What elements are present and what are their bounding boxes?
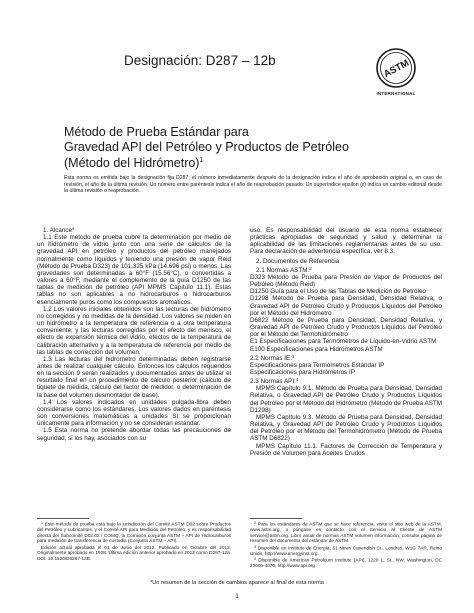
footnote-4: $^4$ Disponible de American Petroleum Institute (API), 1220 L. St., NW, Washington, DC 20005-4070, http://www.api.org.: [250, 557, 442, 569]
ref-d1298: D1298 Método de Prueba para Densidad, Densidad Relativa, o Gravedad API de Petróleo Crudo y Productos Líquidos del Petróleo por el Método del Hidrómetro: [250, 295, 442, 317]
ref-e1: E1 Especificaciones para Termómetros de Líquido-en-Vidrio ASTM: [250, 338, 437, 346]
ref-mpms-11-1: MPMS Capítulo 11.1. Factores de Corrección de Temperatura y Presión de Volumen para Aceites Crudos: [250, 442, 442, 457]
paragraph-1-2: 1.2 Los valores iniciales obtenidos son las lecturas del hidrómetro no corregidos y no medidas de la densidad. Los valores se miden en un hidrómetro a la temperatura de referencia o a otra temperatura conveniente, y las lecturas corregidas por el efecto del menisco, el efecto de expansión térmica del vidrio, efectos de la temperatura de calibración alternativo y a la temperatura de referencia por medio de las tablas de corrección del volumen.: [37, 305, 231, 356]
logo-text: ASTM: [382, 57, 411, 81]
designation-heading: Designación: D287 – 12b: [124, 53, 276, 68]
paragraph-1-1: 1.1 Este método de prueba cubre la determinación por medio de un hidrómetro de vidrio junto con una serie de cálculos de la gravedad API en petróleo y productos del petróleo manejados normalmente como líquidos y teniendo una presión de vapor Reid (Método de Prueba D323) de 101.325 kPa (14.696 psi) o menos. Las gravedades son determinadas a 60°F (15.56°C), o convertidas a valores a 60°F, mediante el complemento de la guía D1250 de las tablas de medición de petróleo (API MPMS Capítulo 11.1). Estas tablas no son aplicables a no hidrocarburos o hidrocarburos esencialmente puros como los compuestos aromáticos.: [37, 234, 231, 306]
ref-e100: E100 Especificaciones para Hidrómetros ASTM: [250, 345, 383, 353]
ie-standards-heading: 2.2 Normas IE:$^3$: [250, 353, 295, 362]
title-line-3: (Método del Hidrómetro)$^1$: [64, 156, 204, 170]
paragraph-1-5-cont: uso. Es responsabilidad del usuario de esta norma establecer prácticas apropiadas de seguridad y salud y determinar la aplicabilidad de las limitaciones reglamentarias antes de su uso. Para declaración de advertencia específica, ver 8.3.: [250, 227, 442, 256]
footnote-2: $^2$ Para los estándares de ASTM que se hace referencia, visite el sitio web de la ASTM, www.astm.org, o póngase en contacto con el Servicio al Cliente de ASTM service@astm.org. Libro anual de normas ASTM volumen información, consulte página de resumen del documento del estándar de ASTM.: [250, 521, 442, 544]
page-number: 1: [235, 594, 239, 600]
astm-standards-heading: 2.1 Normas ASTM:$^2$: [256, 265, 312, 274]
ref-d1250: D1250 Guía para el Uso de las Tablas de Medición de Petróleo: [250, 288, 426, 296]
right-column: [250, 227, 442, 457]
left-column: [37, 227, 231, 442]
ref-mpms-9-1: MPMS Capítulo 9.1. Método de Prueba para Densidad, Densidad Relativa, o Gravedad API de Petróleo Crudo y Productos Líquidos del Petróleo por el Método del Hidrómetro (Método de Prueba ASTM D1298): [250, 385, 442, 414]
footnotes-left: [37, 521, 231, 562]
logo-subtitle: INTERNATIONAL: [376, 91, 416, 96]
footnote-1: $^1$ Este método de prueba está bajo la jurisdicción del Comité ASTM D02 sobre Productos del Petróleo y Lubricantes, y el Comité API para Medición del Petróleo, y es responsabilidad directa del Subcomité D02.02 / COMQ, la Comisión conjunta ASTM – API de Hidrocarburos para medición de transferencia de custodia (Conjunto ASTM – API).: [37, 521, 231, 544]
section-heading-references: 2. Documentos de Referencia: [256, 257, 340, 265]
title-line-2: Gravedad API del Petróleo y Productos de Petróleo: [64, 139, 349, 154]
ref-d323: D323 Método de Prueba para Presión de Vapor de Productos del Petróleo (Método Reid): [250, 273, 442, 289]
ref-mpms-9-3: MPMS Capítulo 9.3. Método de Prueba para Densidad, Densidad Relativa, y Gravedad API de Petróleo Crudo y Productos Líquidos del Petróleo por el Método del Termohidrómetro (Método de Prueba ASTM D6822): [250, 413, 442, 443]
document-title: [64, 125, 349, 171]
footnote-3: $^3$ Disponible en Instituto de Energía, 61 News Cavendish St., Londres, W1G 7AR, Reino Unido, http://www.energyinst.org.: [250, 544, 442, 556]
ref-ip-hydrometers: Especificaciones para Hidrómetros IP: [250, 368, 355, 376]
title-footnote-ref: 1: [199, 157, 204, 164]
standard-issuance-note: Esta norma es emitida bajo la designación fija D287; el número inmediatamente después de la designación indica el año de aprobación original o, en caso de revisión, el año de la última revisión. Un número entre paréntesis indica el año de reaprobación pasado. Un superíndice epsilon (ε) indica un cambio editorial desde la última revisión o reaprobación.: [64, 175, 442, 195]
footnote-divider-left: [37, 518, 89, 519]
ref-ip-thermometers: Especificaciones para Termómetros Estándar IP: [250, 361, 385, 369]
api-standards-heading: 2.3 Normas API:$^4$: [250, 377, 299, 386]
summary-of-changes-note: *Un resumen de la sección de cambios aparece al final de esta norma: [150, 580, 324, 586]
astm-logo: [375, 47, 417, 93]
ref-d6822: D6822 Método de Prueba para Densidad, Densidad Relativa, y Gravedad API de Petróleo Crudo y Productos Líquidos del Petróleo por el Método del Termohidrómetro: [250, 316, 442, 339]
section-heading-scope: 1. Alcance*: [43, 227, 75, 234]
paragraph-1-5: 1.5 Esta norma no pretende abordar todas las precauciones de seguridad, si los hay, asociados con su: [37, 427, 231, 442]
footnote-divider-right: [250, 518, 302, 519]
footnote-1-edition: Edición actual aprobada el 01 de Junio del 2012. Publicado en Octubre del 2012. Originalmente aprobado en 1928. Última edición anterior aprobado en 2012 como D287-12a. DOI: 10.1520/D0287-12B.: [37, 544, 231, 561]
footnotes-right: [250, 521, 442, 570]
paragraph-1-3: 1.3 Las lecturas del hidrómetro determinadas deben registrarse antes de realizar cualquier cálculo. Entonces los cálculos requeridos en la sección 9 serán realizados y documentados antes de utilizar el resultado final en un procedimiento de cálculo posterior (cálculo de tiquete de medida, cálculo del factor de medidor, o determinación de la base del volumen desmontador de base).: [37, 355, 231, 399]
title-line-1: Método de Prueba Estándar para: [64, 125, 249, 139]
paragraph-1-4: 1.4 Los valores indicados en unidades pulgada-libra deben considerarse como los estándares. Los valores dados en paréntesis son conversiones matemáticas a unidades SI se proporcionan únicamente para información y no se consideran estándar.: [37, 398, 231, 428]
